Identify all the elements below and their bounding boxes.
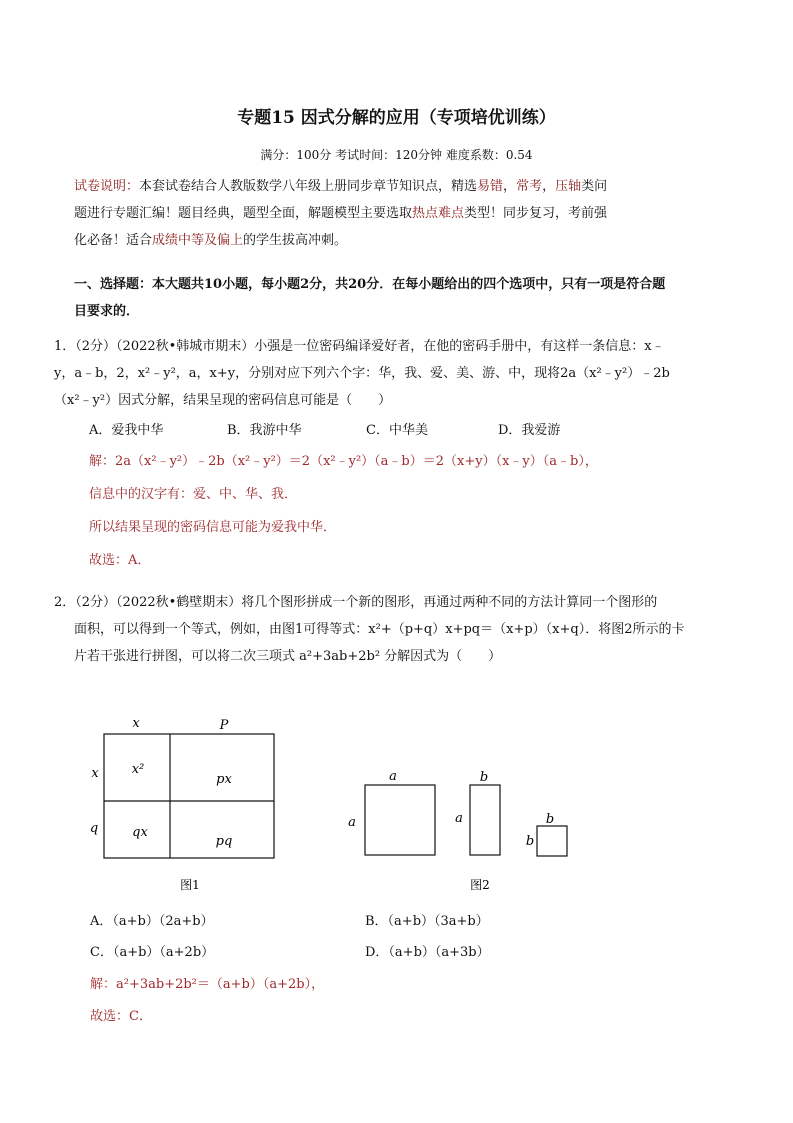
intro-text: 化必备！适合 [74, 233, 153, 248]
figure1-left-q: q [89, 821, 99, 836]
intro-text: ， [542, 179, 556, 194]
figure-1 [80, 712, 290, 892]
figure1-cell-x2: x² [131, 762, 145, 777]
solution-line: 所以结果呈现的密码信息可能为爱我中华． [89, 520, 337, 535]
intro-text: ， [503, 179, 517, 194]
intro-paragraph [74, 173, 724, 254]
option-c: C．中华美 [366, 423, 428, 438]
option-b: B．（a+b）（3a+b） [365, 914, 489, 929]
option-a: A．爱我中华 [89, 423, 164, 438]
figure2-rect-a-left: a [455, 811, 463, 826]
option-a: A．（a+b）（2a+b） [90, 914, 214, 929]
figure1-top-x: x [132, 716, 140, 731]
figure1-cell-qx: qx [132, 825, 148, 840]
option-c: C．（a+b）（a+2b） [90, 945, 215, 960]
solution-answer: 故选：A． [89, 553, 151, 568]
intro-label: 试卷说明： [74, 179, 140, 194]
question-text: y，a﹣b，2，x²﹣y²，a，x+y，分别对应下列六个字：华，我、爱、美、游、中，现将2a（x²﹣y²）﹣2b [54, 366, 670, 381]
intro-text: 的学生拔高冲刺。 [243, 233, 348, 248]
figure2-caption: 图2 [470, 878, 490, 892]
figure2-square-b-left: b [525, 834, 535, 849]
highlight-text: 常考 [516, 179, 543, 194]
question-text: 面积，可以得到一个等式，例如，由图1可得等式：x²+（p+q）x+pq＝（x+p）（x+q）．将图2所示的卡 [74, 622, 685, 637]
figure2-square-a [365, 785, 435, 855]
option-d: D．我爱游 [498, 423, 561, 438]
highlight-text: 易错 [477, 179, 504, 194]
question-1 [54, 333, 724, 574]
page-title: 专题15 因式分解的应用（专项培优训练） [237, 108, 556, 128]
highlight-text: 成绩中等及偏上 [152, 233, 244, 248]
section-line: 一、选择题：本大题共10小题，每小题2分，共20分．在每小题给出的四个选项中，只有一项是符合题 [74, 277, 666, 292]
question-text: 1．（2分）（2022秋•韩城市期末）小强是一位密码编译爱好者，在他的密码手册中，有这样一条信息：x﹣ [54, 339, 665, 354]
figure1-left-x: x [91, 766, 99, 781]
figure1-caption: 图1 [180, 878, 200, 892]
solution-line: 解：2a（x²﹣y²）﹣2b（x²﹣y²）＝2（x²﹣y²）（a﹣b）＝2（x+y）（x﹣y）（a﹣b）， [89, 454, 598, 469]
question-text: 2．（2分）（2022秋•鹤壁期末）将几个图形拼成一个新的图形，再通过两种不同的方法计算同一个图形的 [54, 595, 658, 610]
solution-answer: 故选：C． [90, 1009, 152, 1024]
question-text: 片若干张进行拼图，可以将二次三项式 a²+3ab+2b² 分解因式为（ ） [74, 649, 502, 664]
option-d: D．（a+b）（a+3b） [365, 945, 490, 960]
exam-meta: 满分：100分 考试时间：120分钟 难度系数：0.54 [260, 148, 533, 162]
figure2-rect-ab [470, 785, 500, 855]
solution-line: 信息中的汉字有：爱、中、华、我． [89, 487, 298, 502]
figure1-cell-px: px [216, 772, 232, 787]
figure1-top-p: P [219, 718, 229, 733]
question-2 [54, 589, 724, 670]
figure2-square-a-left: a [348, 815, 356, 830]
section-heading [74, 271, 724, 325]
section-line: 目要求的． [74, 304, 140, 319]
figure2-rect-b-top: b [479, 770, 489, 785]
question-text: （x²﹣y²）因式分解，结果呈现的密码信息可能是（ ） [54, 393, 392, 408]
figure-2 [340, 765, 580, 895]
intro-text: 本套试卷结合人教版数学八年级上册同步章节知识点，精选 [139, 179, 478, 194]
solution-line: 解：a²+3ab+2b²＝（a+b）（a+2b）， [90, 977, 325, 992]
highlight-text: 压轴 [555, 179, 582, 194]
highlight-text: 热点难点 [412, 206, 465, 221]
figure1-cell-pq: pq [215, 834, 233, 849]
option-b: B．我游中华 [227, 423, 302, 438]
figure1-outer-rect [104, 734, 274, 858]
figure2-square-b-top: b [545, 812, 555, 827]
intro-text: 题进行专题汇编！题目经典，题型全面，解题模型主要选取 [74, 206, 413, 221]
intro-text: 类问 [581, 179, 608, 194]
figure2-square-a-top: a [389, 769, 397, 784]
intro-text: 类型！同步复习，考前强 [464, 206, 608, 221]
figure2-square-b [537, 826, 567, 856]
option-row [74, 414, 724, 448]
